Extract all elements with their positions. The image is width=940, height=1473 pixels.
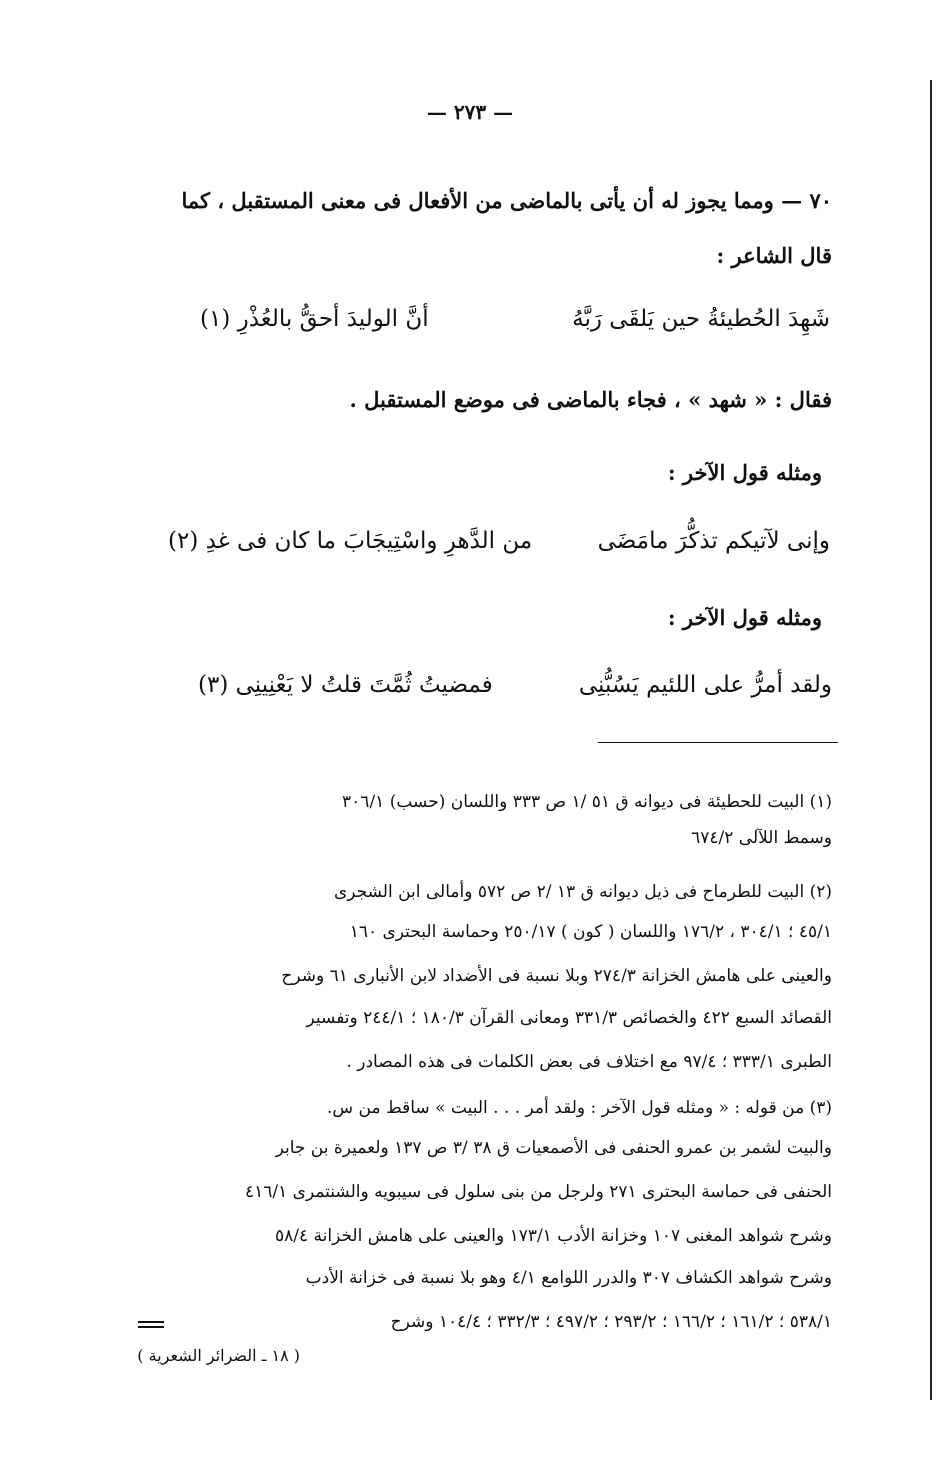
- verse-3-first-hemistich: ولقد أمرُّ على اللئيم يَسُبُّنِى: [578, 672, 832, 698]
- footnote-line: والبيت لشمر بن عمرو الحنفى فى الأصمعيات ق ٣٨ /٣ ص ١٣٧ ولعميرة بن جابر: [275, 1138, 832, 1158]
- footnote-line: والعينى على هامش الخزانة ٢٧٤/٣ وبلا نسبة فى الأضداد لابن الأنبارى ٦١ وشرح: [281, 966, 832, 986]
- footnote-line: ٥٣٨/١ ؛ ١٦١/٢ ؛ ١٦٦/٢ ؛ ٢٩٣/٢ ؛ ٤٩٧/٢ ؛ ٣٣٢/٣ ؛ ١٠٤/٤ وشرح: [390, 1312, 832, 1332]
- continuation-mark: [138, 1321, 164, 1333]
- verse-2-second-hemistich: من الدَّهرِ واسْتِيجَابَ ما كان فى غدِ (٢): [168, 528, 533, 554]
- footnote-line: (٣) من قوله : « ومثله قول الآخر : ولقد أمر . . . البيت » ساقط من س.: [326, 1098, 832, 1118]
- verse-3-second-hemistich: فمضيتُ ثُمَّتَ قلتُ لا يَعْنِينِى (٣): [198, 672, 493, 698]
- verse-2-first-hemistich: وإنى لآتيكم تذكُّرَ مامَضَى: [597, 528, 830, 554]
- footnote-line: القصائد السبع ٤٢٢ والخصائص ٣٣١/٣ ومعانى القرآن ١٨٠/٣ ؛ ٢٤٤/١ وتفسير: [306, 1008, 832, 1028]
- footnote-line: الحنفى فى حماسة البحترى ٢٧١ ولرجل من بنى سلول فى سيبويه والشنتمرى ٤١٦/١: [244, 1182, 832, 1202]
- footnote-line: الطبرى ٣٣٣/١ ؛ ٩٧/٤ مع اختلاف فى بعض الكلمات فى هذه المصادر .: [346, 1052, 832, 1072]
- commentary-1: فقال : « شهد » ، فجاء بالماضى فى موضع المستقبل .: [349, 387, 832, 412]
- footnote-line: وسمط اللآلى ٦٧٤/٢: [691, 828, 832, 848]
- footnote-separator: [598, 742, 838, 743]
- verse-2-intro: ومثله قول الآخر :: [667, 460, 822, 485]
- footnote-line: (١) البيت للحطيئة فى ديوانه ق ٥١ /١ ص ٣٣٣ واللسان (حسب) ٣٠٦/١: [342, 792, 832, 812]
- page-edge-rule: [930, 80, 932, 1400]
- paragraph-70-line-2: قال الشاعر :: [716, 243, 832, 268]
- footnote-line: (٢) البيت للطرماح فى ذيل ديوانه ق ١٣ /٢ ص ٥٧٢ وأمالى ابن الشجرى: [333, 882, 832, 902]
- footnote-line: وشرح شواهد الكشاف ٣٠٧ والدرر اللوامع ٤/١ وهو بلا نسبة فى خزانة الأدب: [305, 1268, 832, 1288]
- page-number: — ٢٧٣ —: [426, 100, 514, 124]
- footnote-line: وشرح شواهد المغنى ١٠٧ وخزانة الأدب ١٧٣/١ والعينى على هامش الخزانة ٥٨/٤: [274, 1226, 832, 1246]
- signature-mark: ( ١٨ ـ الضرائر الشعرية ): [137, 1346, 300, 1365]
- verse-3-intro: ومثله قول الآخر :: [667, 605, 822, 630]
- paragraph-70-line-1: ٧٠ — ومما يجوز له أن يأتى بالماضى من الأفعال فى معنى المستقبل ، كما: [181, 188, 832, 213]
- verse-1-first-hemistich: شَهِدَ الحُطيئةُ حين يَلقَى رَبَّهُ: [572, 306, 830, 332]
- verse-1-second-hemistich: أنَّ الوليدَ أحقُّ بالعُذْرِ (١): [200, 306, 429, 332]
- footnote-line: ٤٥/١ ؛ ٣٠٤/١ ، ١٧٦/٢ واللسان ( كون ) ٢٥٠/١٧ وحماسة البحترى ١٦٠: [349, 922, 832, 942]
